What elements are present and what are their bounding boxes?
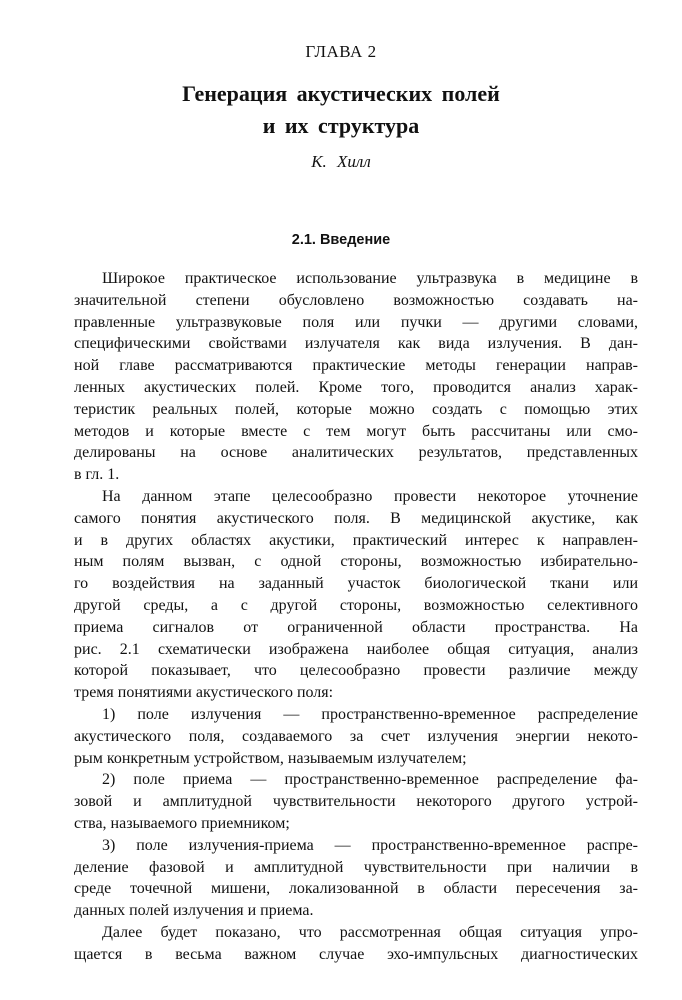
chapter-label: ГЛАВА 2 [305, 42, 377, 61]
text-line: другой среды, а с другой стороны, возможностью селективного [74, 596, 638, 614]
text-line: в гл. 1. [74, 466, 120, 484]
text-line: щается в весьма важном случае эхо-импульсных диагностических [74, 945, 638, 963]
text-line: Широкое практическое использование ультразвука в медицине в [102, 270, 638, 287]
text-line: 2) поле приема — пространственно-временное распределение фа- [102, 771, 638, 789]
body-text [74, 268, 638, 966]
author-name: К. Хилл [311, 152, 371, 171]
text-line: делированы на основе аналитических результатов, представленных [74, 444, 638, 462]
text-line: го воздействия на заданный участок биологической ткани или [74, 575, 638, 593]
text-line: ства, называемого приемником; [74, 814, 290, 832]
text-line: которой показывает, что целесообразно провести различие между [74, 662, 638, 680]
text-line: специфическими свойствами излучателя как вида излучения. В дан- [74, 335, 638, 353]
text-line: На данном этапе целесообразно провести некоторое уточнение [102, 487, 638, 505]
text-line: значительной степени обусловлено возможностью создавать на- [74, 291, 638, 309]
text-line: среде точечной мишени, локализованной в области пересечения за- [74, 880, 638, 898]
text-line: рис. 2.1 схематически изображена наиболее общая ситуация, анализ [74, 640, 638, 658]
text-line: ной главе рассматриваются практические методы генерации направ- [74, 357, 638, 375]
text-line: теристик реальных полей, которые можно создать с помощью этих [74, 400, 638, 418]
text-line: приема сигналов от ограниченной области пространства. На [74, 618, 638, 636]
text-line: методов и которые вместе с тем могут быть рассчитаны или смо- [74, 422, 638, 440]
chapter-title-line: и их структура [262, 113, 420, 138]
text-line: акустического поля, создаваемого за счет излучения энергии некото- [74, 727, 638, 745]
chapter-title [0, 78, 682, 142]
text-line: самого понятия акустического поля. В медицинской акустике, как [74, 509, 638, 527]
text-line: ным полям вызван, с одной стороны, возможностью избирательно- [74, 553, 638, 571]
text-line: и в других областях акустики, практический интерес к направлен- [74, 531, 638, 549]
text-line: Далее будет показано, что рассмотренная общая ситуация упро- [102, 923, 638, 941]
text-line: 3) поле излучения-приема — пространственно-временное распре- [102, 836, 638, 854]
chapter-title-line: Генерация акустических полей [182, 81, 500, 106]
text-line: рым конкретным устройством, называемым излучателем; [74, 749, 467, 767]
text-line: ленных акустических полей. Кроме того, проводится анализ харак- [74, 378, 638, 396]
text-line: правленные ультразвуковые поля или пучки — другими словами, [74, 313, 638, 331]
text-line: 1) поле излучения — пространственно-временное распределение [102, 705, 638, 723]
text-line: тремя понятиями акустического поля: [74, 684, 334, 702]
text-line: данных полей излучения и приема. [74, 902, 314, 920]
section-heading: 2.1. Введение [291, 232, 391, 248]
text-line: деление фазовой и амплитудной чувствительности при наличии в [74, 858, 638, 876]
text-line: зовой и амплитудной чувствительности некоторого другого устрой- [74, 793, 638, 811]
